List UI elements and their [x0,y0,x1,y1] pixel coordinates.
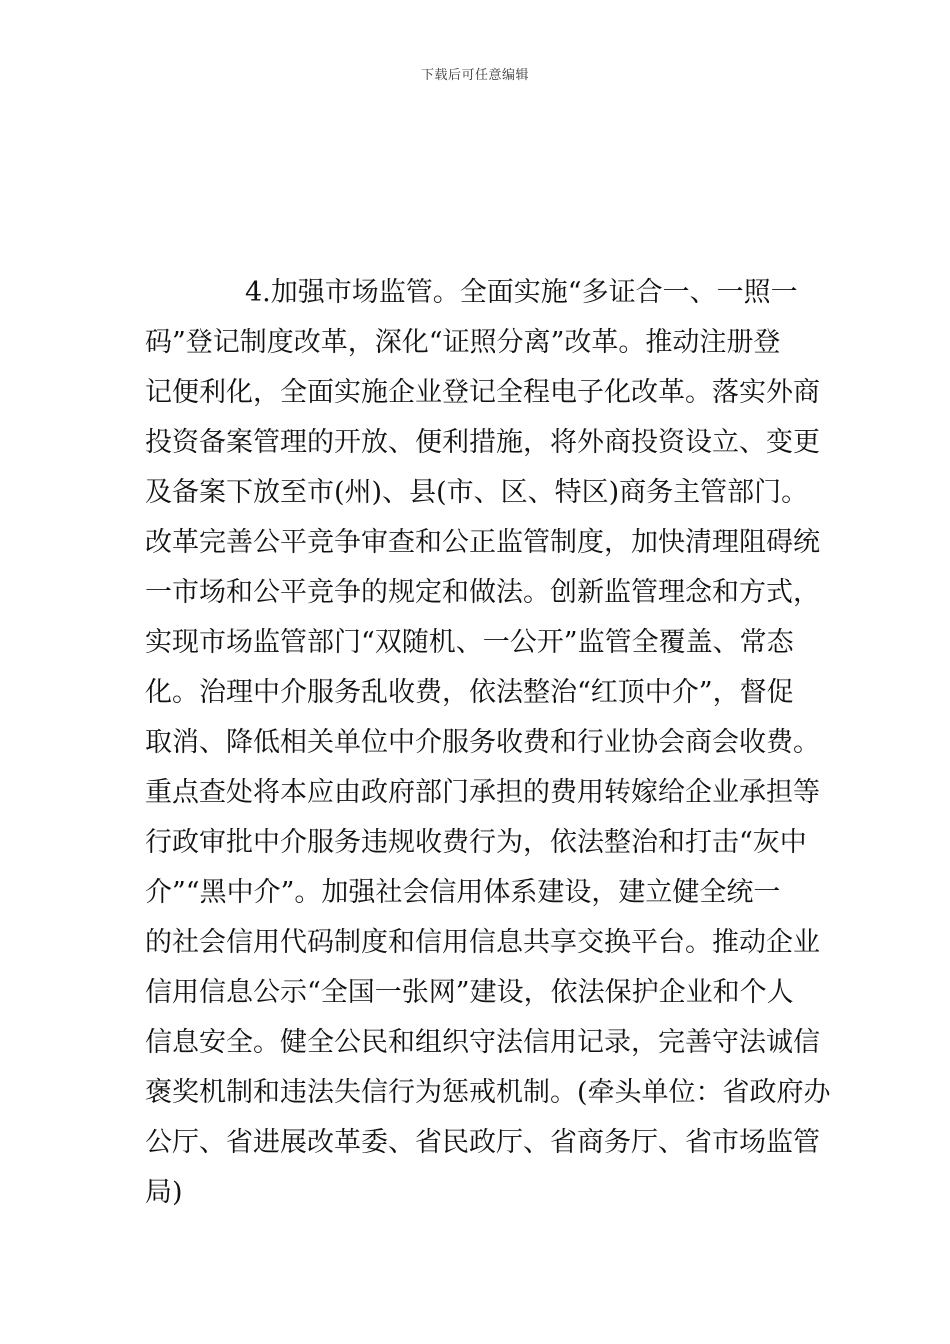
paragraph-line: 介”“黑中介”。加强社会信用体系建设，建立健全统一 [145,877,781,908]
paragraph-line: 改革完善公平竞争审查和公正监管制度，加快清理阻碍统 [145,527,820,558]
paragraph-line: 信用信息公示“全国一张网”建设，依法保护企业和个人 [145,977,794,1008]
paragraph-line: 一市场和公平竞争的规定和做法。创新监管理念和方式， [145,577,820,608]
paragraph-line: 4.加强市场监管。全面实施“多证合一、一照一 [245,277,798,308]
paragraph-line: 局) [145,1177,183,1208]
paragraph-line: 信息安全。健全公民和组织守法信用记录，完善守法诚信 [145,1027,820,1058]
paragraph-line: 行政审批中介服务违规收费行为，依法整治和打击“灰中 [145,827,807,858]
paragraph-line: 实现市场监管部门“双随机、一公开”监管全覆盖、常态 [145,627,794,658]
paragraph-line: 记便利化，全面实施企业登记全程电子化改革。落实外商 [145,377,820,408]
paragraph-line: 取消、降低相关单位中介服务收费和行业协会商会收费。 [145,727,820,758]
paragraph-line: 及备案下放至市(州)、县(市、区、特区)商务主管部门。 [145,477,809,508]
paragraph-line: 重点查处将本应由政府部门承担的费用转嫁给企业承担等 [145,777,820,808]
paragraph-line: 码”登记制度改革，深化“证照分离”改革。推动注册登 [145,327,781,358]
paragraph-line: 的社会信用代码制度和信用信息共享交换平台。推动企业 [145,927,820,958]
paragraph-line: 公厅、省进展改革委、省民政厅、省商务厅、省市场监管 [145,1127,820,1158]
body-paragraph [145,268,831,1218]
page-header: 下载后可任意编辑 [420,68,529,83]
paragraph-line: 褒奖机制和违法失信行为惩戒机制。(牵头单位：省政府办 [145,1077,831,1108]
paragraph-line: 投资备案管理的开放、便利措施，将外商投资设立、变更 [145,427,820,458]
paragraph-line: 化。治理中介服务乱收费，依法整治“红顶中介”，督促 [145,677,794,708]
